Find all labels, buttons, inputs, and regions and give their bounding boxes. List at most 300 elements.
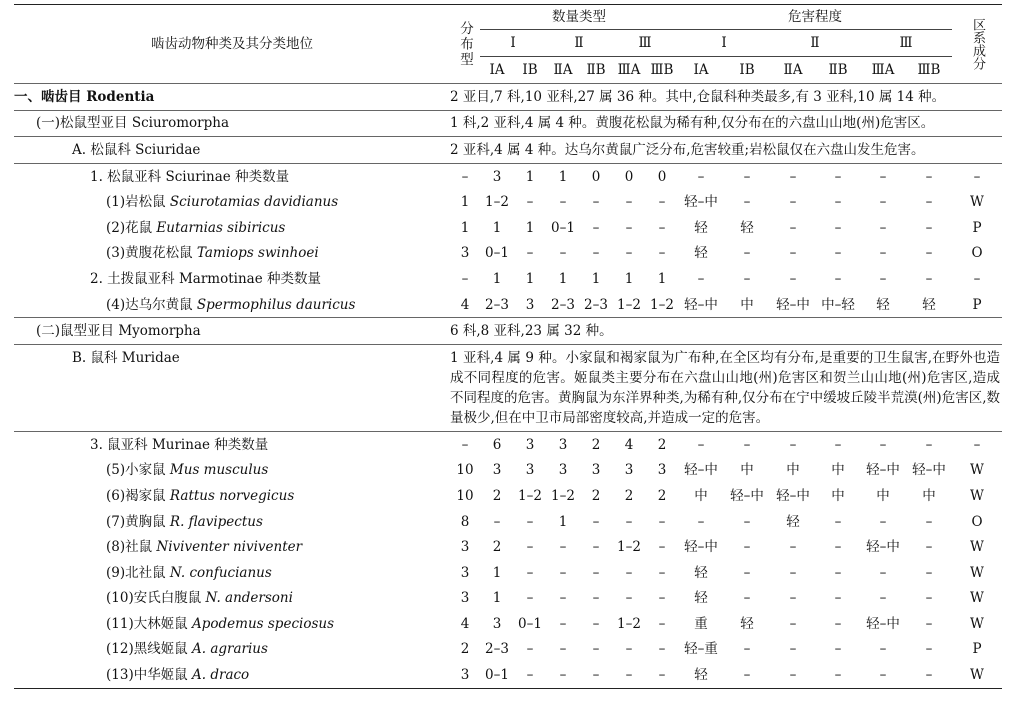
sub-header: ⅠB [522,62,538,78]
value-cell: – [879,513,887,530]
header-harm: 危害程度 [678,5,952,30]
value-cell: – [743,564,751,581]
sub-header: ⅢB [917,62,941,78]
value-cell: – [789,641,797,658]
table-row [14,458,1002,484]
value-cell: – [697,168,705,185]
value-cell: W [970,539,984,556]
value-cell: 2–3 [485,641,509,658]
value-cell: – [925,615,933,632]
value-cell: – [743,513,751,530]
value-cell: 轻–中 [866,615,900,632]
value-cell: 1–2 [617,615,641,632]
taxon-latin-name: Eutarnias sibiricus [156,219,286,236]
value-cell: 3 [492,462,502,479]
harm-group-2: Ⅱ [770,30,860,57]
value-cell: – [526,194,534,211]
harm-group-3: Ⅲ [860,30,952,57]
value-cell: 2–3 [584,296,608,313]
value-cell: – [658,245,666,262]
header-name: 啮齿动物种类及其分类地位 [14,5,450,84]
value-cell: 1–2 [485,194,509,211]
value-cell: 1 [558,270,568,287]
taxon-cn-name: (11)大林姬鼠 [106,615,193,632]
value-cell: 2 [591,487,601,504]
sub-header: ⅡB [586,62,606,78]
value-cell: 轻–中 [684,462,718,479]
taxon-name: (二)鼠型亚目 Myomorpha [36,323,201,340]
value-cell: – [592,564,600,581]
taxon-name [14,189,450,215]
value-cell: 1 [558,168,568,185]
value-cell: 2–3 [551,296,575,313]
table-row [14,292,1002,318]
taxon-summary-row [14,344,1002,431]
value-cell: – [526,667,534,684]
table-row [14,266,1002,292]
taxon-latin-name: R. flavipectus [169,513,263,530]
value-cell: 轻 [740,615,754,632]
value-cell: – [834,168,842,185]
taxon-latin-name: Niviventer niviventer [156,539,303,556]
value-cell: 中 [876,487,890,504]
value-cell: 1 [492,219,502,236]
value-cell: – [461,270,469,287]
table-row [14,509,1002,535]
taxon-latin-name: Sciurotamias davidianus [169,194,339,211]
value-cell: – [789,564,797,581]
value-cell: – [789,270,797,287]
taxon-name [14,662,450,688]
value-cell: – [625,667,633,684]
value-cell: 中 [786,462,800,479]
value-cell: – [879,219,887,236]
taxon-cn-name: (12)黑线姬鼠 [106,641,193,658]
value-cell: 0–1 [485,667,509,684]
value-cell: – [879,436,887,453]
value-cell: 1 [460,219,470,236]
value-cell: – [834,539,842,556]
table-row [14,586,1002,612]
value-cell: – [658,590,666,607]
value-cell: – [834,194,842,211]
qty-group-1: Ⅰ [480,30,546,57]
value-cell: – [743,641,751,658]
taxon-name: B. 鼠科 Muridae [72,349,180,366]
value-cell: – [658,513,666,530]
value-cell: – [625,219,633,236]
taxon-name [14,560,450,586]
value-cell: – [743,539,751,556]
taxon-latin-name: Rattus norvegicus [169,487,295,504]
taxon-name: 3. 鼠亚科 Murinae 种类数量 [90,436,269,453]
value-cell: 轻–中 [776,296,810,313]
value-cell: 轻–中 [912,462,946,479]
value-cell: – [559,667,567,684]
value-cell: 4 [460,615,470,632]
value-cell: – [925,194,933,211]
value-cell: 中 [740,296,754,313]
value-cell: 0–1 [551,219,575,236]
value-cell: W [970,487,984,504]
value-cell: – [834,245,842,262]
value-cell: – [789,590,797,607]
value-cell: – [743,436,751,453]
value-cell: – [925,590,933,607]
value-cell: – [592,641,600,658]
value-cell: – [973,168,981,185]
header-qty: 数量类型 [480,5,678,30]
table-body [14,84,1002,689]
value-cell: 8 [460,513,470,530]
value-cell: 1–2 [617,296,641,313]
value-cell: 轻 [786,513,800,530]
taxon-latin-name: N. confucianus [169,564,272,581]
taxon-cn-name: (8)社鼠 [106,539,157,556]
value-cell: O [971,245,983,262]
value-cell: – [625,564,633,581]
value-cell: 1 [492,270,502,287]
value-cell: – [743,667,751,684]
value-cell: 轻 [694,667,708,684]
table-row [14,215,1002,241]
value-cell: – [697,513,705,530]
value-cell: – [879,194,887,211]
value-cell: – [592,615,600,632]
value-cell: – [973,436,981,453]
taxon-description: 2 亚目,7 科,10 亚科,27 属 36 种。其中,仓鼠科种类最多,有 3 亚科,10 属 14 种。 [450,88,946,105]
taxon-name [14,483,450,509]
value-cell: 轻–中 [866,539,900,556]
value-cell: W [970,564,984,581]
value-cell: – [592,219,600,236]
value-cell: – [925,513,933,530]
value-cell: – [834,590,842,607]
table-row [14,163,1002,189]
value-cell: 2 [657,436,667,453]
value-cell: – [789,168,797,185]
value-cell: – [526,641,534,658]
value-cell: – [743,590,751,607]
value-cell: – [461,168,469,185]
table-row [14,431,1002,457]
value-cell: 3 [624,462,634,479]
value-cell: 3 [460,667,470,684]
value-cell: 1 [525,219,535,236]
value-cell: 0 [657,168,667,185]
value-cell: – [879,564,887,581]
value-cell: 中 [922,487,936,504]
value-cell: – [789,615,797,632]
value-cell: – [592,513,600,530]
taxon-name: 一、啮齿目 Rodentia [14,88,155,105]
value-cell: 2 [492,539,502,556]
table-row [14,560,1002,586]
taxon-cn-name: (9)北社鼠 [106,564,170,581]
value-cell: – [925,564,933,581]
sub-header: ⅡA [783,62,803,78]
value-cell: 3 [657,462,667,479]
table-row [14,611,1002,637]
value-cell: – [879,667,887,684]
value-cell: – [559,641,567,658]
taxon-latin-name: N. andersoni [205,590,293,607]
value-cell: 轻 [694,564,708,581]
value-cell: 中 [694,487,708,504]
value-cell: – [658,194,666,211]
table-row [14,637,1002,663]
qty-group-3: Ⅲ [612,30,678,57]
value-cell: – [658,219,666,236]
value-cell: 2 [657,487,667,504]
value-cell: – [925,245,933,262]
taxon-cn-name: (6)褐家鼠 [106,487,170,504]
value-cell: – [526,245,534,262]
harm-group-1: Ⅰ [678,30,770,57]
value-cell: – [743,194,751,211]
taxon-name [14,637,450,663]
value-cell: P [972,219,982,236]
taxon-latin-name: Spermophilus dauricus [196,296,356,313]
taxon-cn-name: (7)黄胸鼠 [106,513,170,530]
table-row [14,241,1002,267]
value-cell: 轻–中 [776,487,810,504]
taxon-cn-name: (3)黄腹花松鼠 [106,245,197,262]
value-cell: 2–3 [485,296,509,313]
value-cell: 3 [492,615,502,632]
sub-header: ⅠA [693,62,709,78]
value-cell: 3 [460,539,470,556]
value-cell: 0 [624,168,634,185]
value-cell: – [834,219,842,236]
taxon-summary-row [14,84,1002,111]
value-cell: 轻–中 [684,539,718,556]
value-cell: 2 [591,436,601,453]
value-cell: 10 [456,462,474,479]
value-cell: – [625,590,633,607]
value-cell: 1 [492,564,502,581]
value-cell: 中–轻 [821,296,855,313]
value-cell: – [559,245,567,262]
taxon-name [14,292,450,318]
value-cell: – [743,245,751,262]
value-cell: – [834,615,842,632]
value-cell: 轻 [694,219,708,236]
value-cell: – [592,194,600,211]
value-cell: – [559,590,567,607]
taxon-name: 2. 土拨鼠亚科 Marmotinae 种类数量 [90,270,321,287]
value-cell: – [925,641,933,658]
value-cell: 轻 [694,590,708,607]
value-cell: W [970,615,984,632]
value-cell: – [789,219,797,236]
value-cell: – [743,270,751,287]
value-cell: – [925,270,933,287]
value-cell: 6 [492,436,502,453]
value-cell: – [834,564,842,581]
value-cell: W [970,462,984,479]
value-cell: – [789,667,797,684]
value-cell: – [625,641,633,658]
value-cell: 1 [558,513,568,530]
taxon-cn-name: (4)达乌尔黄鼠 [106,296,197,313]
value-cell: 1 [525,168,535,185]
value-cell: – [743,168,751,185]
value-cell: 4 [460,296,470,313]
value-cell: – [973,270,981,287]
value-cell: O [971,513,983,530]
value-cell: – [559,194,567,211]
value-cell: – [879,245,887,262]
value-cell: – [925,168,933,185]
taxon-description: 1 亚科,4 属 9 种。小家鼠和褐家鼠为广布种,在全区均有分布,是重要的卫生鼠害,在野外也造成不同程度的危害。姬鼠类主要分布在六盘山山地(州)危害区和贺兰山山地(州)危害区,造成不同程度的危害。黄胸鼠为东洋界种类,为稀有种,仅分布在宁中缓坡丘陵半荒漠(州)危害区,数量极少,但在中卫市局部密度较高,并造成一定的危害。 [450,349,1000,426]
value-cell: 轻 [876,296,890,313]
value-cell: – [658,539,666,556]
value-cell: 轻 [694,245,708,262]
value-cell: 0–1 [485,245,509,262]
sub-header: ⅢA [617,62,641,78]
table-row [14,534,1002,560]
value-cell: – [925,539,933,556]
value-cell: 中 [831,487,845,504]
value-cell: – [697,436,705,453]
value-cell: 3 [558,436,568,453]
value-cell: P [972,641,982,658]
value-cell: 10 [456,487,474,504]
taxon-cn-name: (1)岩松鼠 [106,194,170,211]
value-cell: – [461,436,469,453]
value-cell: – [879,168,887,185]
sub-header: ⅡA [553,62,573,78]
value-cell: 3 [460,590,470,607]
value-cell: – [925,219,933,236]
taxon-latin-name: Tamiops swinhoei [196,245,319,262]
value-cell: 3 [525,436,535,453]
value-cell: – [658,641,666,658]
value-cell: – [559,615,567,632]
value-cell: 2 [492,487,502,504]
value-cell: – [592,539,600,556]
value-cell: – [526,513,534,530]
taxon-name [14,215,450,241]
header-region: 区系成分 [952,5,1002,84]
table-row [14,662,1002,688]
value-cell: 1 [460,194,470,211]
value-cell: – [526,590,534,607]
taxon-name [14,241,450,267]
taxon-summary-row [14,110,1002,137]
value-cell: – [625,245,633,262]
value-cell: 1–2 [518,487,542,504]
value-cell: W [970,194,984,211]
header-dist: 分布型 [450,5,480,84]
taxon-name: 1. 松鼠亚科 Sciurinae 种类数量 [90,168,290,185]
value-cell: P [972,296,982,313]
value-cell: – [625,194,633,211]
taxon-description: 6 科,8 亚科,23 属 32 种。 [450,323,613,340]
value-cell: – [879,590,887,607]
taxon-summary-row [14,318,1002,345]
value-cell: 3 [460,245,470,262]
taxon-latin-name: Apodemus speciosus [192,615,334,632]
table-row [14,483,1002,509]
value-cell: – [592,667,600,684]
value-cell: – [925,436,933,453]
value-cell: – [834,513,842,530]
rodent-table [14,4,1002,689]
value-cell: 3 [591,462,601,479]
value-cell: – [526,564,534,581]
value-cell: – [559,564,567,581]
value-cell: – [789,194,797,211]
value-cell: – [834,436,842,453]
value-cell: – [834,270,842,287]
taxon-name: A. 松鼠科 Sciuridae [72,141,201,158]
value-cell: 3 [525,296,535,313]
taxon-name [14,611,450,637]
value-cell: – [834,667,842,684]
sub-header: ⅠB [739,62,755,78]
value-cell: 1 [657,270,667,287]
value-cell: 1–2 [551,487,575,504]
value-cell: 3 [460,564,470,581]
taxon-name [14,458,450,484]
value-cell: – [697,270,705,287]
value-cell: – [526,539,534,556]
value-cell: 0–1 [518,615,542,632]
value-cell: – [879,641,887,658]
sub-header: ⅢA [871,62,895,78]
value-cell: – [592,590,600,607]
value-cell: 2 [460,641,470,658]
table-header [14,5,1002,84]
value-cell: 轻–重 [684,641,718,658]
taxon-cn-name: (10)安氏白腹鼠 [106,590,206,607]
value-cell: 4 [624,436,634,453]
taxon-name: (一)松鼠型亚目 Sciuromorpha [36,115,229,132]
value-cell: – [834,641,842,658]
value-cell: 3 [525,462,535,479]
value-cell: – [789,539,797,556]
value-cell: 1–2 [617,539,641,556]
sub-header: ⅠA [489,62,505,78]
value-cell: 3 [492,168,502,185]
value-cell: 轻 [922,296,936,313]
value-cell: – [559,539,567,556]
value-cell: W [970,590,984,607]
value-cell: 重 [694,615,708,632]
value-cell: 0 [591,168,601,185]
taxon-latin-name: A. agrarius [192,641,268,658]
value-cell: 1 [591,270,601,287]
taxon-name [14,534,450,560]
taxon-name [14,509,450,535]
value-cell: 中 [740,462,754,479]
value-cell: 1 [525,270,535,287]
value-cell: – [925,667,933,684]
value-cell: 中 [831,462,845,479]
value-cell: 3 [558,462,568,479]
value-cell: 轻–中 [684,194,718,211]
value-cell: – [592,245,600,262]
value-cell: 2 [624,487,634,504]
value-cell: – [658,564,666,581]
taxon-cn-name: (13)中华姬鼠 [106,667,193,684]
taxon-latin-name: A. draco [192,667,250,684]
taxon-summary-row [14,137,1002,164]
value-cell: 轻–中 [684,296,718,313]
qty-group-2: Ⅱ [546,30,612,57]
